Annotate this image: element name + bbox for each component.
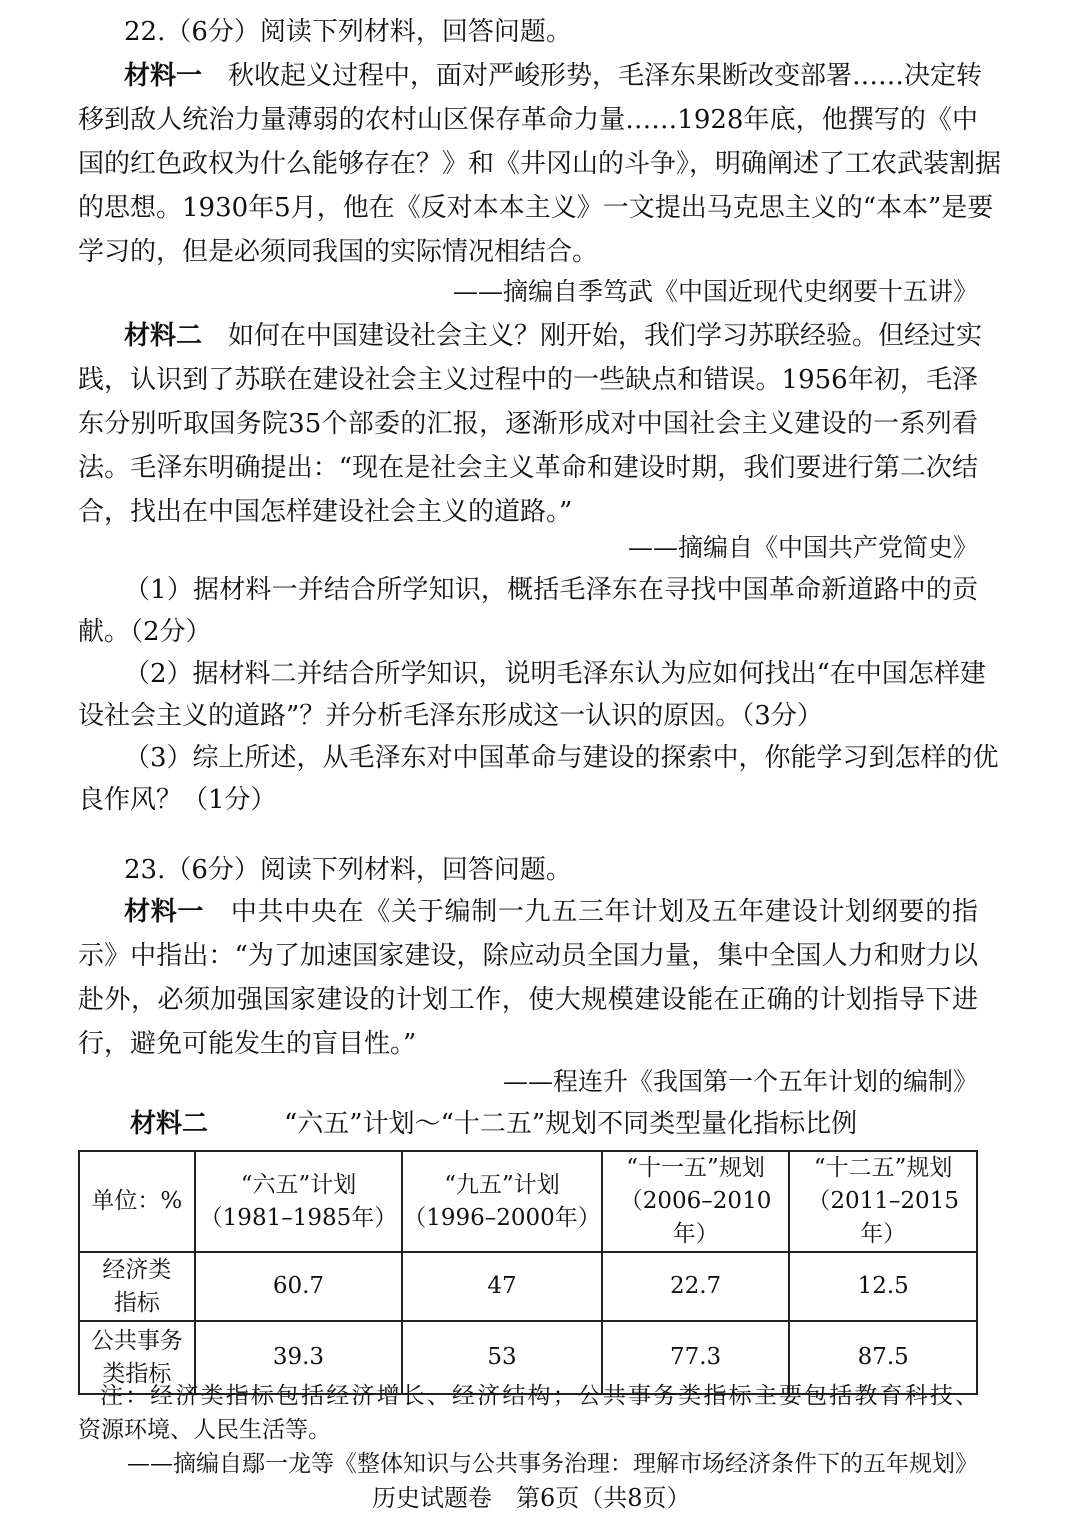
table-value-cell: 77.3: [602, 1321, 790, 1394]
column-name: “六五”计划: [240, 1171, 357, 1198]
q22-material2-line5: 合，找出在中国怎样建设社会主义的道路。”: [78, 497, 573, 527]
table-value-cell: 39.3: [195, 1321, 403, 1394]
table-header-row: [79, 1151, 977, 1252]
q22-sub2-line2: 设社会主义的道路”？并分析毛泽东形成这一认识的原因。（3分）: [78, 701, 823, 731]
row-label-cell: [79, 1252, 195, 1321]
q22-material2-line3: 东分别听取国务院35个部委的汇报，逐渐形成对中国社会主义建设的一系列看: [78, 409, 978, 439]
row-label: 公共事务: [90, 1327, 183, 1354]
table-value-cell: 87.5: [789, 1321, 977, 1394]
table-value-cell: 53: [402, 1321, 602, 1394]
table-value-cell: 22.7: [602, 1252, 790, 1321]
q23-material1-source: ——程连升《我国第一个五年计划的编制》: [502, 1067, 978, 1096]
q22-material1-source: ——摘编自季笃武《中国近现代史纲要十五讲》: [452, 277, 978, 306]
table-value-cell: 47: [402, 1252, 602, 1321]
q22-material2-line1: [124, 316, 983, 356]
q22-sub3-line1: （3）综上所述，从毛泽东对中国革命与建设的探索中，你能学习到怎样的优: [124, 743, 999, 773]
q23-material2-label: 材料二: [130, 1109, 209, 1139]
page-footer: 历史试题卷 第6页（共8页）: [372, 1484, 691, 1512]
q23-material2-title-line: [130, 1104, 978, 1144]
column-period: （2006–2010年）: [619, 1188, 772, 1247]
q22-sub3-line2: 良作风？（1分）: [78, 785, 277, 815]
q22-heading: 22.（6分）阅读下列材料，回答问题。: [124, 17, 572, 47]
table-header-cell: [195, 1151, 403, 1252]
table-value-cell: 12.5: [789, 1252, 977, 1321]
q22-sub1-line1: （1）据材料一并结合所学知识，概括毛泽东在寻找中国革命新道路中的贡: [124, 575, 978, 605]
q22-material2-text1: 如何在中国建设社会主义？刚开始，我们学习苏联经验。但经过实: [228, 321, 983, 351]
table-header-cell: [602, 1151, 790, 1252]
q23-material1-text1: 中共中央在《关于编制一九五三年计划及五年建设计划纲要的指: [230, 897, 978, 927]
row-label: 指标: [113, 1289, 160, 1316]
column-period: （2011–2015年）: [807, 1188, 959, 1247]
q22-material2-line2: 践，认识到了苏联在建设社会主义过程中的一些缺点和错误。1956年初，毛泽: [78, 365, 978, 395]
q22-material1-label: 材料一: [124, 61, 203, 91]
q22-material1-line2: 移到敌人统治力量薄弱的农村山区保存革命力量……1928年底，他撰写的《中: [78, 105, 978, 135]
q22-material2-label: 材料二: [124, 321, 203, 351]
q22-material1-line4: 的思想。1930年5月，他在《反对本本主义》一文提出马克思主义的“本本”是要: [78, 193, 994, 223]
column-name: “十二五”规划: [813, 1155, 953, 1181]
q22-material2-source: ——摘编自《中国共产党简史》: [627, 533, 978, 562]
q22-material2-line4: 法。毛泽东明确提出：“现在是社会主义革命和建设时期，我们要进行第二次结: [78, 453, 978, 483]
q23-material1-line2: 示》中指出：“为了加速国家建设，除应动员全国力量，集中全国人力和财力以: [78, 941, 978, 971]
q23-material1-line3: 赴外，必须加强国家建设的计划工作，使大规模建设能在正确的计划指导下进: [78, 985, 978, 1015]
q22-material1-text1: 秋收起义过程中，面对严峻形势，毛泽东果断改变部署……决定转: [228, 61, 983, 91]
q22-material1-line1: [124, 56, 983, 96]
table-row: [79, 1252, 977, 1321]
q23-heading: 23.（6分）阅读下列材料，回答问题。: [124, 855, 572, 885]
row-label: 经济类: [102, 1256, 172, 1283]
q23-material1-line1: [124, 892, 978, 932]
table-note-line1: 注：经济类指标包括经济增长、经济结构；公共事务类指标主要包括教育科技、: [100, 1383, 978, 1409]
column-name: “十一五”规划: [626, 1155, 765, 1181]
table-header-cell: [402, 1151, 602, 1252]
q22-material1-line3: 国的红色政权为什么能够存在？》和《井冈山的斗争》，明确阐述了工农武装割据: [78, 149, 1002, 179]
q23-material1-line4: 行，避免可能发生的盲目性。”: [78, 1029, 417, 1059]
row-label: 类指标: [102, 1360, 172, 1387]
table-note-line2: 资源环境、人民生活等。: [78, 1417, 331, 1443]
q23-material1-label: 材料一: [124, 897, 205, 927]
column-period: （1996–2000年）: [403, 1204, 601, 1231]
q23-material2-source: ——摘编自鄢一龙等《整体知识与公共事务治理：理解市场经济条件下的五年规划》: [127, 1451, 978, 1477]
q23-table-title: “六五”计划～“十二五”规划不同类型量化指标比例: [284, 1109, 858, 1139]
table-value-cell: 60.7: [195, 1252, 403, 1321]
plan-indicator-table: [78, 1150, 978, 1395]
column-period: （1981–1985年）: [199, 1204, 398, 1231]
column-name: “九五”计划: [444, 1171, 560, 1198]
q22-sub2-line1: （2）据材料二并结合所学知识，说明毛泽东认为应如何找出“在中国怎样建: [124, 659, 986, 689]
q22-material1-line5: 学习的，但是必须同我国的实际情况相结合。: [78, 237, 599, 267]
table-unit-cell: 单位：%: [79, 1151, 195, 1252]
table-header-cell: [789, 1151, 977, 1252]
q22-sub1-line2: 献。（2分）: [78, 617, 212, 647]
